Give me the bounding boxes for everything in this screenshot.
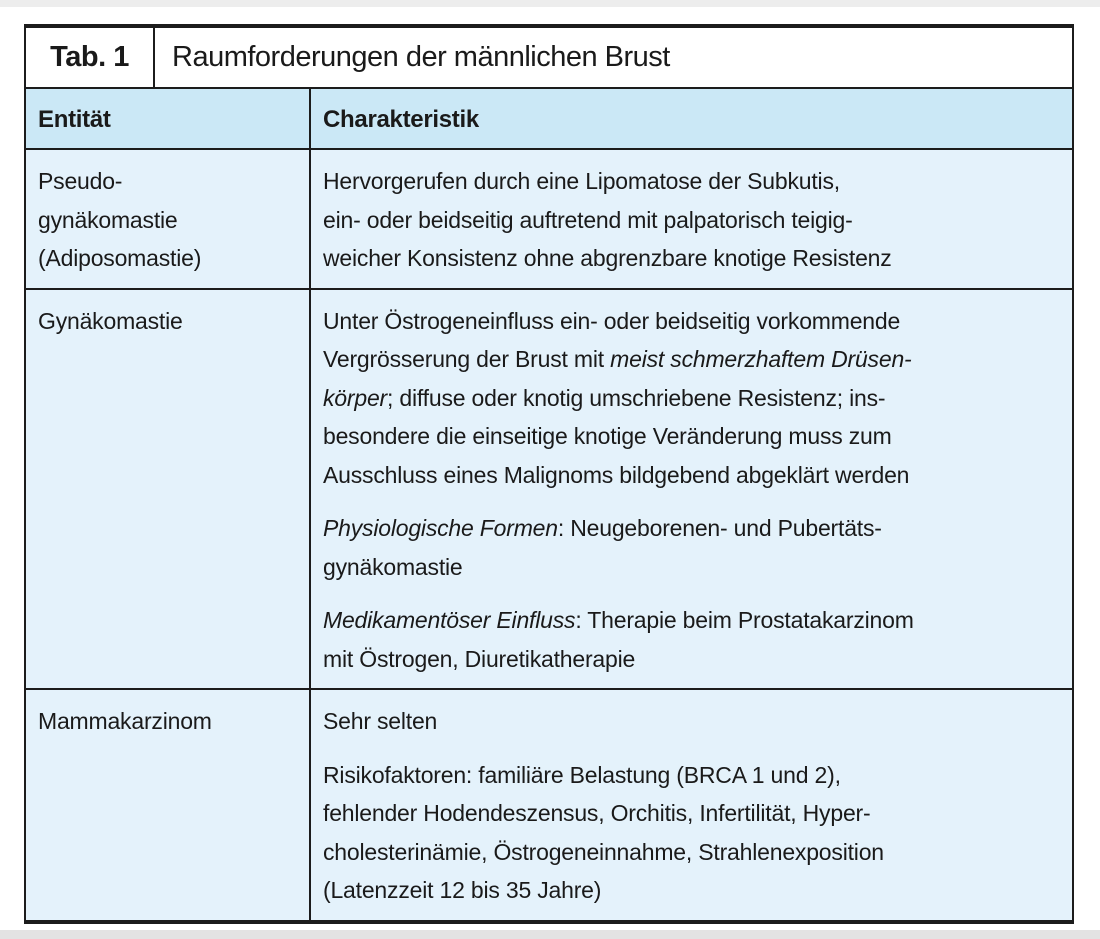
text-run: mit Östrogen, Diuretikatherapie bbox=[323, 645, 636, 672]
characteristic-paragraph bbox=[323, 601, 1060, 678]
text-run: ; diffuse oder knotig umschriebene Resistenz; ins- bbox=[387, 384, 886, 411]
scan-edge-top bbox=[0, 0, 1100, 7]
text-run: Sehr selten bbox=[323, 708, 438, 734]
characteristic-paragraph bbox=[323, 162, 1060, 278]
text-run: : Therapie beim Prostatakarzinom bbox=[575, 607, 914, 633]
entity-cell: Gynäkomastie bbox=[25, 289, 310, 690]
text-run: fehlender Hodendeszensus, Orchitis, Infertilität, Hyper- bbox=[323, 800, 871, 826]
text-run: : Neugeborenen- und Pubertäts- bbox=[557, 515, 882, 541]
characteristic-cell bbox=[310, 689, 1073, 922]
text-run: ein- oder beidseitig auftretend mit palpatorisch teigig- bbox=[323, 206, 853, 233]
table-row bbox=[25, 149, 1073, 289]
italic-text-run: Physiologische Formen bbox=[323, 515, 558, 541]
italic-text-run: meist schmerzhaftem Drüsen- bbox=[610, 346, 912, 372]
text-run: Vergrösserung der Brust mit bbox=[323, 346, 611, 372]
italic-text-run: körper bbox=[323, 384, 387, 411]
table-number-label: Tab. 1 bbox=[26, 28, 155, 87]
entity-cell: Mammakarzinom bbox=[25, 689, 310, 922]
caption-row bbox=[25, 26, 1073, 88]
characteristic-paragraph bbox=[323, 756, 1060, 910]
table-row bbox=[25, 289, 1073, 690]
characteristic-cell bbox=[310, 289, 1073, 690]
table-body bbox=[25, 26, 1073, 922]
header-row bbox=[25, 88, 1073, 149]
entity-cell: Pseudo- gynäkomastie (Adiposomastie) bbox=[25, 149, 310, 289]
table-title: Raumforderungen der männlichen Brust bbox=[172, 41, 670, 73]
text-run: gynäkomastie bbox=[323, 553, 463, 580]
text-run: Unter Östrogeneinfluss ein- oder beidseitig vorkommende bbox=[323, 307, 901, 334]
characteristic-paragraph bbox=[323, 509, 1060, 586]
column-header-entitaet: Entität bbox=[25, 88, 310, 149]
table-1-container bbox=[24, 24, 1074, 924]
text-run: Risikofaktoren: familiäre Belastung (BRCA 1 und 2), bbox=[323, 761, 841, 788]
characteristic-cell bbox=[310, 149, 1073, 289]
table-raumforderungen bbox=[24, 24, 1074, 924]
italic-text-run: Medikamentöser Einfluss bbox=[323, 607, 576, 633]
caption-cell bbox=[25, 26, 1073, 88]
text-run: besondere die einseitige knotige Veränderung muss zum bbox=[323, 423, 892, 449]
column-header-charakteristik: Charakteristik bbox=[310, 88, 1073, 149]
text-run: Ausschluss eines Malignoms bildgebend abgeklärt werden bbox=[323, 461, 910, 488]
characteristic-paragraph bbox=[323, 702, 1060, 741]
caption-layout bbox=[26, 28, 1072, 87]
text-run: (Latenzzeit 12 bis 35 Jahre) bbox=[323, 877, 602, 903]
text-run: weicher Konsistenz ohne abgrenzbare knotige Resistenz bbox=[323, 245, 892, 271]
text-run: Hervorgerufen durch eine Lipomatose der Subkutis, bbox=[323, 168, 840, 194]
text-run: cholesterinämie, Östrogeneinnahme, Strahlenexposition bbox=[323, 838, 884, 865]
scan-edge-bottom bbox=[0, 930, 1100, 939]
characteristic-paragraph bbox=[323, 302, 1060, 495]
table-row bbox=[25, 689, 1073, 922]
